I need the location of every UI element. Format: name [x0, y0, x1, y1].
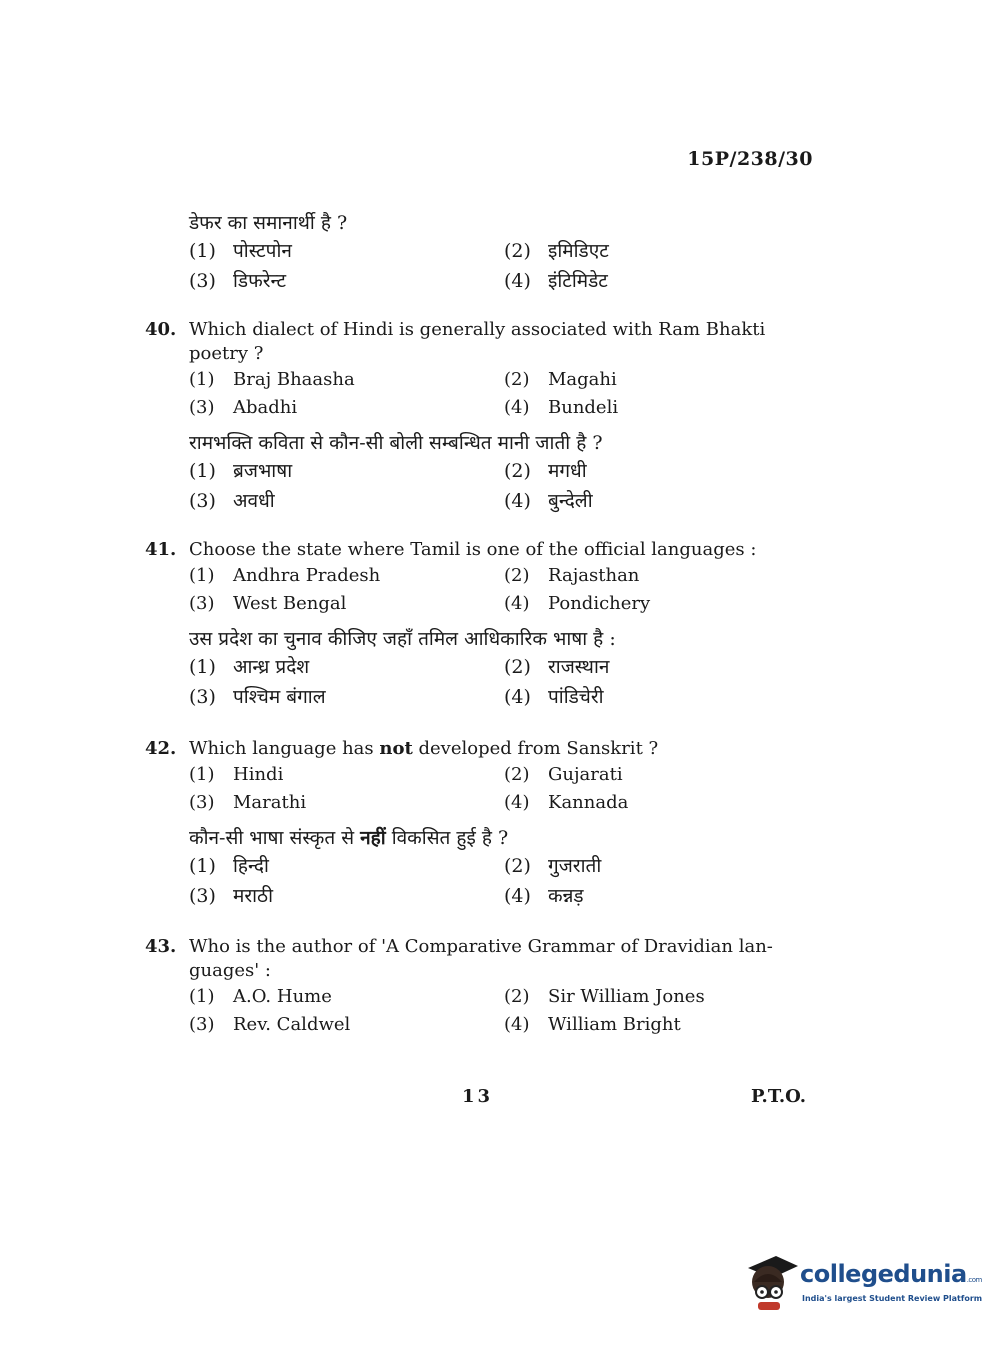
options — [145, 368, 815, 420]
question-number: 40. — [145, 319, 177, 340]
option-4: (4) इंटिमिडेट — [504, 270, 608, 292]
options-hindi — [145, 853, 815, 909]
option-2: (2) मगधी — [504, 460, 587, 482]
logo-name: collegedunia — [800, 1260, 967, 1288]
options — [145, 985, 815, 1037]
option-3: (3) West Bengal — [189, 593, 347, 614]
question-number: 41. — [145, 539, 177, 560]
option-3: (3) Marathi — [189, 792, 307, 813]
question-text: 40. Which dialect of Hindi is generally associated with Ram Bhakti — [145, 319, 766, 340]
option-3: (3) Rev. Caldwel — [189, 1014, 351, 1035]
option-2: (2) इमिडिएट — [504, 240, 609, 262]
question-40: 40. Which dialect of Hindi is generally associated with Ram Bhakti poetry ? (1) Braj Bhaasha (2) Magahi (3) Abadhi (4) Bundeli रामभक्ति कविता से कौन-सी बोली सम्बन्धित मानी जाती है ? (1) ब्रजभाषा (2) मगधी (3) अवधी (4) बुन्देली — [145, 318, 815, 514]
option-1: (1) A.O. Hume — [189, 986, 332, 1007]
options-hindi — [145, 654, 815, 710]
option-1: (1) हिन्दी — [189, 855, 269, 877]
question-41 — [145, 538, 815, 710]
option-2: (2) Sir William Jones — [504, 986, 705, 1007]
option-2: (2) Rajasthan — [504, 565, 640, 586]
option-2: (2) राजस्थान — [504, 656, 610, 678]
logo-suffix: .com — [966, 1276, 982, 1284]
option-1: (1) Andhra Pradesh — [189, 565, 381, 586]
option-4: (4) Bundeli — [504, 397, 619, 418]
option-1: (1) ब्रजभाषा — [189, 460, 293, 482]
options — [145, 763, 815, 815]
option-4: (4) Kannada — [504, 792, 629, 813]
options — [145, 564, 815, 616]
paper-code: 15P/238/30 — [687, 148, 813, 170]
option-4: (4) पांडिचेरी — [504, 686, 604, 708]
question-number: 42. — [145, 738, 177, 759]
option-1: (1) Hindi — [189, 764, 284, 785]
option-1: (1) Braj Bhaasha — [189, 369, 355, 390]
option-3: (3) Abadhi — [189, 397, 298, 418]
question-text: 42. Which language has not developed from Sanskrit ? — [145, 738, 659, 759]
pto-label: P.T.O. — [751, 1086, 807, 1107]
question-text-hindi: रामभक्ति कविता से कौन-सी बोली सम्बन्धित मानी जाती है ? — [189, 432, 603, 454]
options-hindi — [145, 458, 815, 514]
question-39-hindi — [145, 210, 815, 294]
option-2: (2) गुजराती — [504, 855, 602, 877]
mascot-icon — [742, 1252, 800, 1312]
option-3: (3) मराठी — [189, 885, 274, 907]
option-1: (1) पोस्टपोन — [189, 240, 292, 262]
logo-tagline: India's largest Student Review Platform — [802, 1294, 983, 1303]
question-text: 41. Choose the state where Tamil is one of the official languages : — [145, 539, 757, 560]
option-3: (3) डिफरेन्ट — [189, 270, 287, 292]
options-hindi — [145, 238, 815, 294]
collegedunia-logo — [742, 1252, 983, 1312]
question-43: 43. Who is the author of 'A Comparative Grammar of Dravidian lan- guages' : (1) A.O. Hume (2) Sir William Jones (3) Rev. Caldwel (4) William Bright — [145, 935, 815, 1037]
question-text-hindi: उस प्रदेश का चुनाव कीजिए जहाँ तमिल आधिकारिक भाषा है : — [189, 628, 616, 650]
option-4: (4) William Bright — [504, 1014, 681, 1035]
question-text-hindi: कौन-सी भाषा संस्कृत से नहीं विकसित हुई है ? — [189, 827, 509, 849]
question-text: 43. Who is the author of 'A Comparative Grammar of Dravidian lan- — [145, 936, 773, 957]
option-4: (4) Pondichery — [504, 593, 651, 614]
option-4: (4) बुन्देली — [504, 490, 593, 512]
question-42 — [145, 737, 815, 909]
question-text-hindi: डेफर का समानार्थी है ? — [189, 212, 348, 234]
option-3: (3) अवधी — [189, 490, 275, 512]
option-4: (4) कन्नड़ — [504, 885, 584, 907]
option-2: (2) Gujarati — [504, 764, 623, 785]
option-3: (3) पश्चिम बंगाल — [189, 686, 326, 708]
option-1: (1) आन्ध्र प्रदेश — [189, 656, 310, 678]
question-number: 43. — [145, 936, 177, 957]
option-2: (2) Magahi — [504, 369, 617, 390]
page-number: 13 — [462, 1086, 494, 1107]
